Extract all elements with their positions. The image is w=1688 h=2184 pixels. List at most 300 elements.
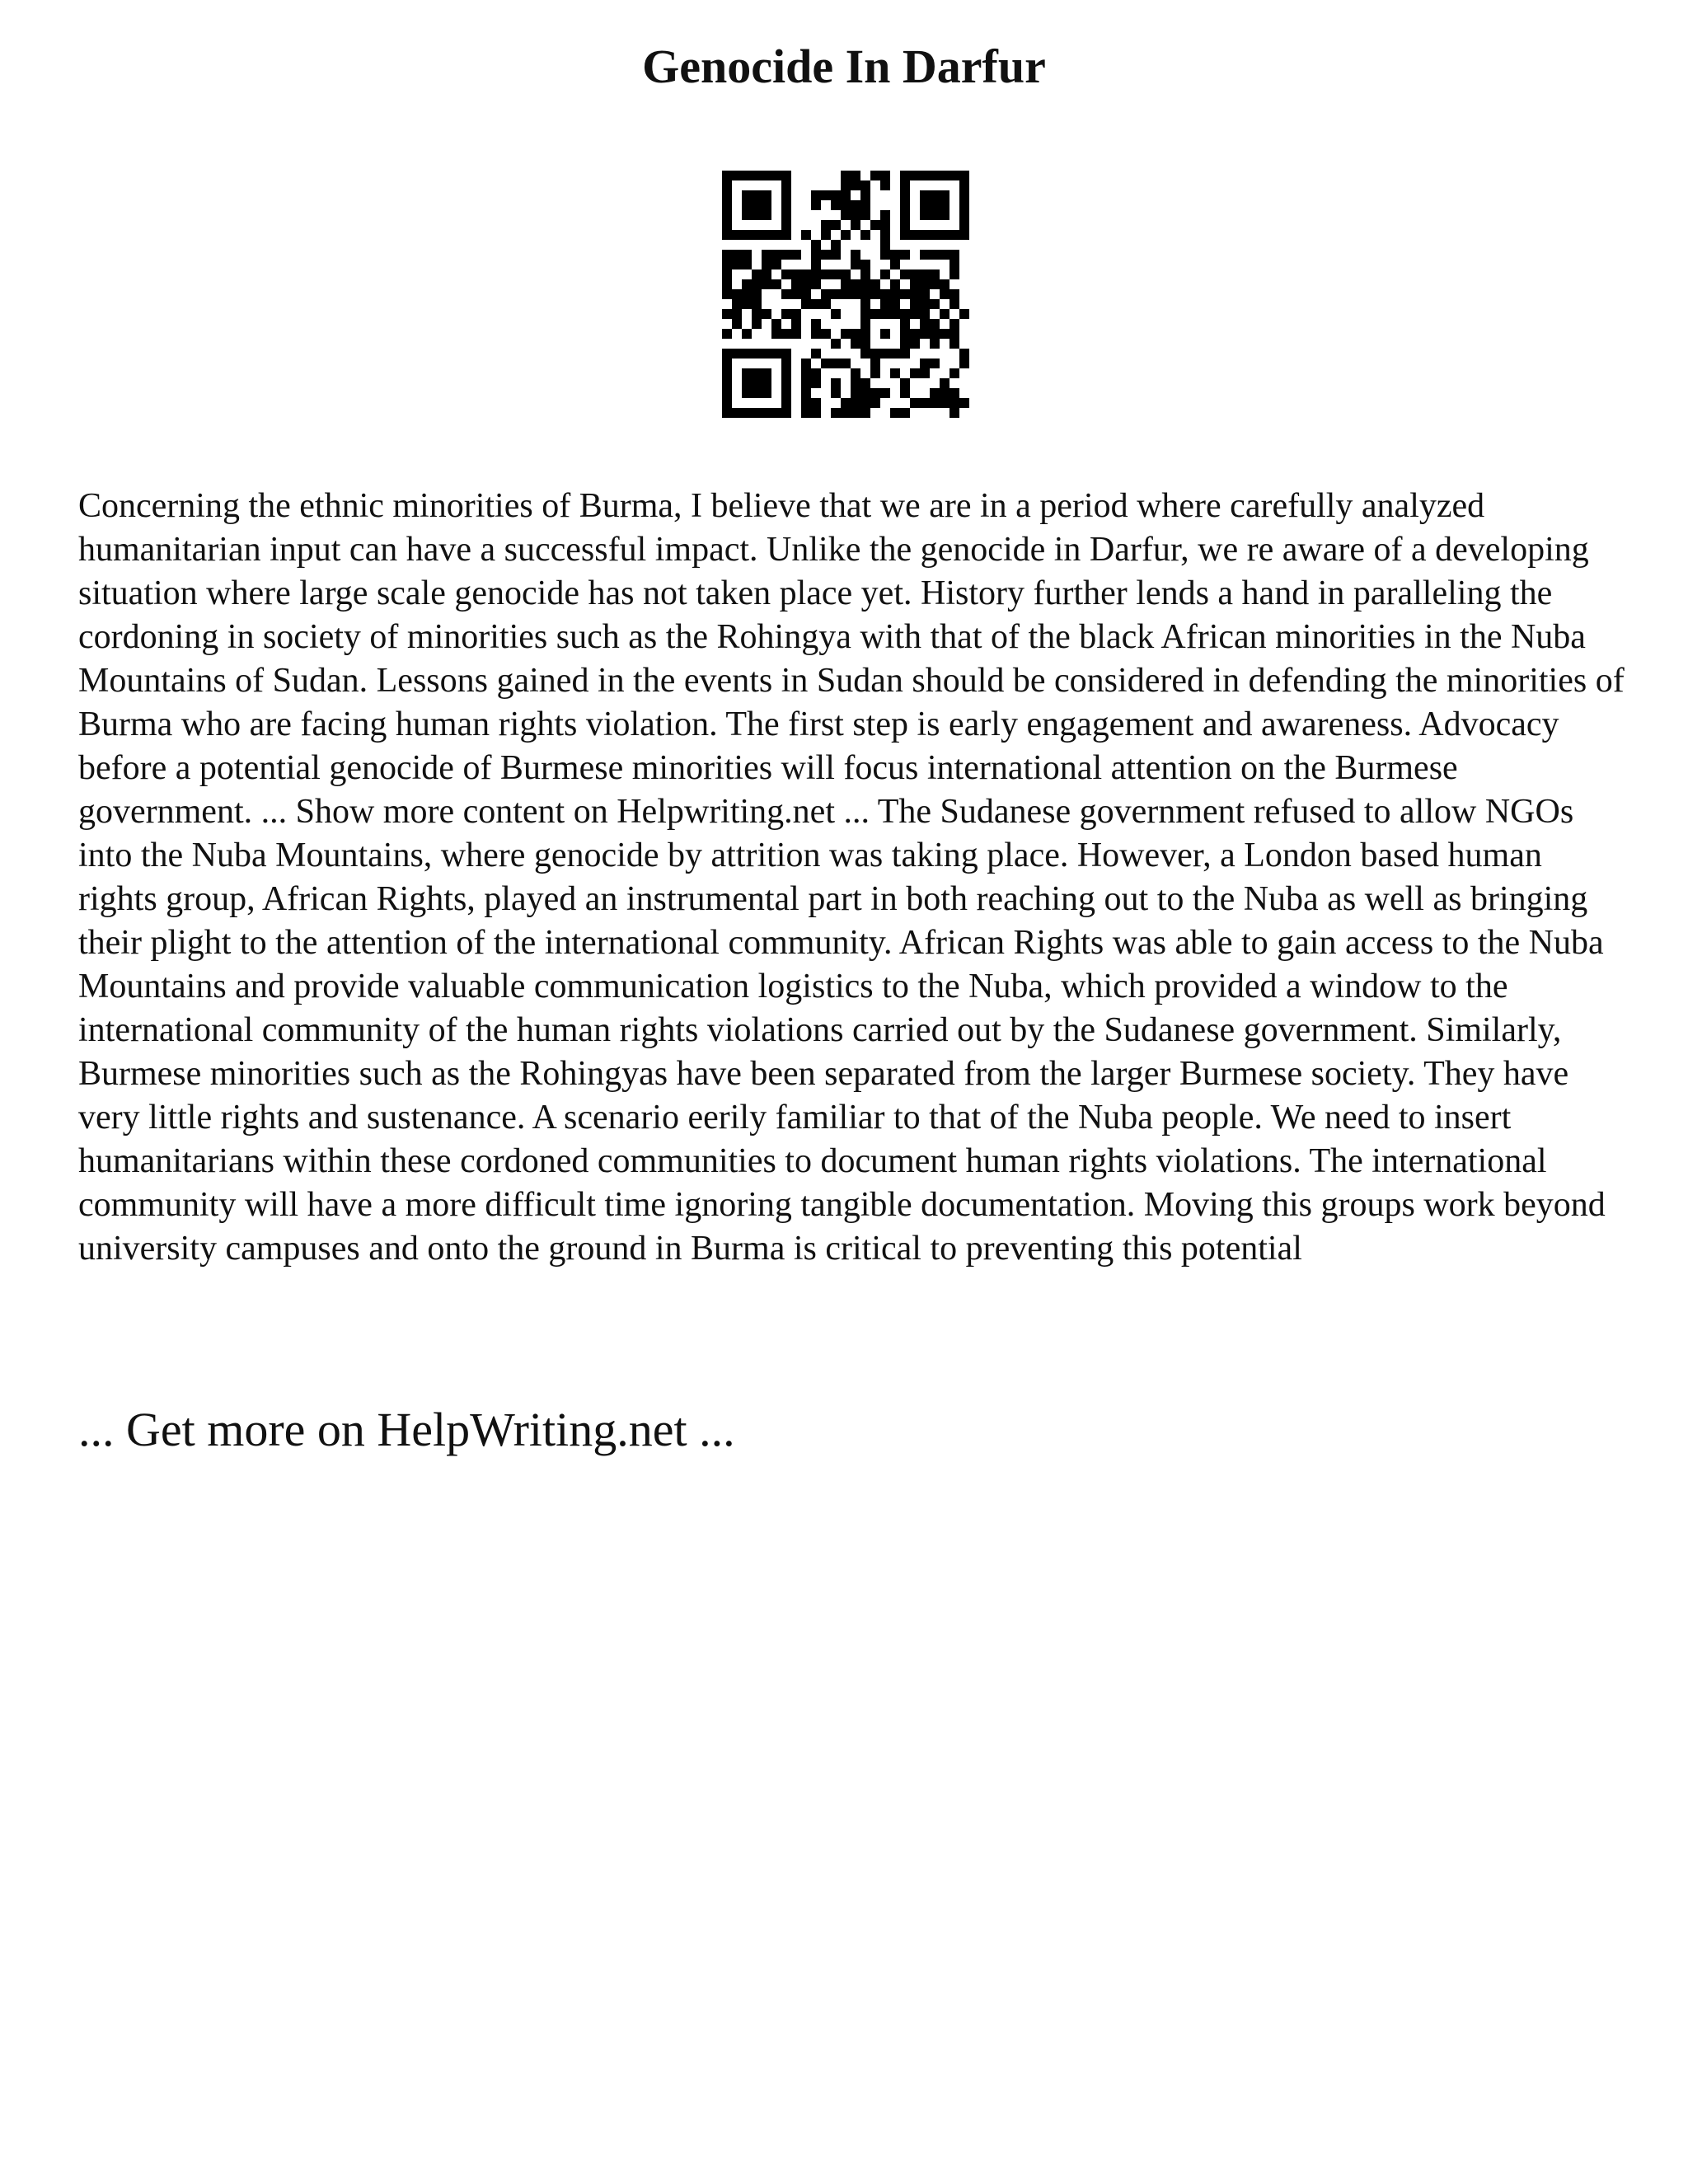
qr-module	[900, 378, 910, 388]
qr-module	[742, 368, 752, 378]
qr-module	[930, 250, 940, 260]
qr-module	[762, 210, 771, 220]
qr-module	[762, 309, 771, 319]
qr-module	[860, 388, 870, 398]
qr-module	[860, 289, 870, 299]
qr-module	[920, 200, 930, 210]
qr-module	[900, 339, 910, 349]
qr-module	[752, 269, 762, 279]
qr-module	[851, 171, 860, 180]
qr-module	[831, 250, 841, 260]
qr-module	[900, 180, 910, 190]
qr-module	[781, 388, 791, 398]
qr-module	[900, 309, 910, 319]
qr-module	[860, 398, 870, 408]
qr-module	[920, 171, 930, 180]
qr-module	[791, 269, 801, 279]
page-title: Genocide In Darfur	[642, 40, 1046, 93]
qr-module	[930, 210, 940, 220]
qr-module	[920, 368, 930, 378]
qr-module	[752, 230, 762, 240]
qr-module	[900, 269, 910, 279]
qr-module	[762, 388, 771, 398]
qr-module	[890, 250, 900, 260]
qr-module	[722, 408, 732, 418]
qr-module	[910, 230, 920, 240]
qr-module	[851, 200, 860, 210]
qr-module	[781, 269, 791, 279]
qr-module	[831, 359, 841, 368]
qr-module	[781, 250, 791, 260]
qr-module	[860, 190, 870, 200]
qr-module	[900, 190, 910, 200]
qr-module	[930, 359, 940, 368]
qr-module	[722, 368, 732, 378]
qr-module	[732, 299, 742, 309]
qr-module	[950, 269, 959, 279]
qr-module	[831, 378, 841, 388]
qr-module	[880, 250, 890, 260]
qr-module	[920, 269, 930, 279]
qr-module	[860, 309, 870, 319]
qr-module	[742, 171, 752, 180]
qr-module	[950, 319, 959, 329]
qr-module	[791, 289, 801, 299]
qr-module	[722, 329, 732, 339]
qr-module	[950, 408, 959, 418]
qr-module	[821, 190, 831, 200]
qr-module	[841, 190, 851, 200]
qr-module	[910, 299, 920, 309]
qr-module	[781, 180, 791, 190]
qr-module	[920, 309, 930, 319]
qr-module	[801, 378, 811, 388]
qr-module	[940, 279, 950, 289]
qr-module	[890, 368, 900, 378]
qr-module	[890, 408, 900, 418]
qr-module	[851, 398, 860, 408]
qr-module	[950, 339, 959, 349]
qr-module	[860, 299, 870, 309]
qr-module	[781, 359, 791, 368]
qr-module	[771, 250, 781, 260]
qr-module	[851, 378, 860, 388]
qr-module	[880, 180, 890, 190]
qr-module	[752, 349, 762, 359]
qr-module	[959, 180, 969, 190]
qr-module	[880, 329, 890, 339]
qr-module	[870, 368, 880, 378]
qr-module	[732, 250, 742, 260]
qr-module	[811, 319, 821, 329]
qr-module	[841, 269, 851, 279]
qr-module	[811, 408, 821, 418]
qr-module	[821, 220, 831, 230]
qr-module	[762, 171, 771, 180]
qr-module	[920, 230, 930, 240]
qr-module	[722, 269, 732, 279]
qr-module	[841, 279, 851, 289]
qr-module	[959, 200, 969, 210]
qr-module	[851, 180, 860, 190]
qr-module	[900, 329, 910, 339]
body-paragraph: Concerning the ethnic minorities of Burma, I believe that we are in a period where carefully analyzed humanitarian input can have a successful impact. Unlike the genocide in Darfur, we re aware of a developing situation where large scale genocide has not taken place yet. History further lends a hand in paralleling the cordoning in society of minorities such as the Rohingya with that of the black African minorities in the Nuba Mountains of Sudan. Lessons gained in the events in Sudan should be considered in defending the minorities of Burma who are facing human rights violation. The first step is early engagement and awareness. Advocacy before a potential genocide of Burmese minorities will focus international attention on the Burmese government. ... Show more content on Helpwriting.net ... The Sudanese government refused to allow NGOs into the Nuba Mountains, where genocide by attrition was taking place. However, a London based human rights group, African Rights, played an instrumental part in both reaching out to the Nuba as well as bringing their plight to the attention of the international community. African Rights was able to gain access to the Nuba Mountains and provide valuable communication logistics to the Nuba, which provided a window to the international community of the human rights violations carried out by the Sudanese government. Similarly, Burmese minorities such as the Rohingyas have been separated from the larger Burmese society. They have very little rights and sustenance. A scenario eerily familiar to that of the Nuba people. We need to insert humanitarians within these cordoned communities to document human rights violations. The international community will have a more difficult time ignoring tangible documentation. Moving this groups work beyond university campuses and onto the ground in Burma is critical to preventing this potential	[78, 487, 1625, 1268]
qr-module	[811, 250, 821, 260]
qr-module	[940, 190, 950, 200]
qr-module	[851, 289, 860, 299]
qr-module	[920, 359, 930, 368]
qr-module	[841, 289, 851, 299]
qr-module	[890, 349, 900, 359]
qr-module	[851, 339, 860, 349]
qr-module	[762, 368, 771, 378]
qr-module	[742, 250, 752, 260]
qr-module	[860, 378, 870, 388]
qr-module	[940, 171, 950, 180]
qr-module	[860, 180, 870, 190]
qr-module	[870, 388, 880, 398]
qr-module	[851, 368, 860, 378]
qr-module	[920, 279, 930, 289]
qr-module	[930, 319, 940, 329]
qr-module	[900, 230, 910, 240]
qr-module	[771, 408, 781, 418]
qr-module	[811, 200, 821, 210]
qr-module	[950, 250, 959, 260]
qr-module	[920, 289, 930, 299]
qr-module	[950, 388, 959, 398]
qr-module	[851, 388, 860, 398]
qr-module	[781, 220, 791, 230]
qr-module	[880, 220, 890, 230]
qr-module	[870, 289, 880, 299]
qr-module	[930, 171, 940, 180]
qr-module	[732, 349, 742, 359]
qr-module	[841, 171, 851, 180]
qr-module	[890, 260, 900, 269]
qr-module	[930, 279, 940, 289]
qr-module	[959, 398, 969, 408]
qr-module	[959, 210, 969, 220]
qr-module	[910, 339, 920, 349]
qr-module	[831, 388, 841, 398]
qr-module	[821, 329, 831, 339]
qr-module	[880, 349, 890, 359]
qr-module	[752, 289, 762, 299]
qr-module	[811, 378, 821, 388]
qr-module	[801, 388, 811, 398]
qr-module	[950, 230, 959, 240]
qr-module	[950, 398, 959, 408]
qr-module	[781, 329, 791, 339]
qr-module	[791, 279, 801, 289]
qr-module	[841, 329, 851, 339]
qr-module	[742, 388, 752, 398]
qr-module	[870, 349, 880, 359]
qr-module	[959, 230, 969, 240]
qr-module	[900, 171, 910, 180]
qr-module	[742, 260, 752, 269]
qr-module	[900, 349, 910, 359]
qr-module	[910, 279, 920, 289]
qr-module	[860, 269, 870, 279]
qr-module	[890, 299, 900, 309]
qr-module	[880, 269, 890, 279]
qr-module	[811, 240, 821, 250]
qr-module	[742, 230, 752, 240]
qr-module	[950, 329, 959, 339]
qr-module	[940, 388, 950, 398]
qr-module	[950, 171, 959, 180]
qr-module	[930, 398, 940, 408]
qr-module	[851, 408, 860, 418]
qr-module	[762, 260, 771, 269]
qr-module	[722, 289, 732, 299]
qr-module	[781, 309, 791, 319]
qr-module	[742, 210, 752, 220]
qr-module	[722, 359, 732, 368]
qr-module	[752, 279, 762, 289]
qr-module	[801, 368, 811, 378]
qr-module	[841, 230, 851, 240]
qr-module	[851, 260, 860, 269]
qr-module	[722, 349, 732, 359]
qr-module	[801, 230, 811, 240]
qr-module	[811, 299, 821, 309]
qr-module	[870, 398, 880, 408]
qr-module	[722, 171, 732, 180]
qr-module	[930, 230, 940, 240]
qr-module	[880, 210, 890, 220]
qr-module	[910, 368, 920, 378]
qr-module	[732, 260, 742, 269]
qr-module	[771, 329, 781, 339]
qr-module	[752, 299, 762, 309]
qr-module	[752, 388, 762, 398]
qr-module	[950, 368, 959, 378]
qr-module	[950, 260, 959, 269]
qr-module	[841, 200, 851, 210]
qr-module	[900, 220, 910, 230]
qr-module	[821, 289, 831, 299]
qr-module	[801, 269, 811, 279]
qr-module	[870, 359, 880, 368]
qr-module	[762, 250, 771, 260]
qr-module	[880, 289, 890, 299]
qr-module	[722, 190, 732, 200]
get-more-link[interactable]: ... Get more on HelpWriting.net ...	[78, 1403, 735, 1456]
qr-module	[722, 200, 732, 210]
qr-module	[752, 171, 762, 180]
qr-module	[900, 289, 910, 299]
qr-module	[742, 289, 752, 299]
qr-module	[722, 279, 732, 289]
qr-module	[762, 269, 771, 279]
qr-module	[781, 378, 791, 388]
qr-module	[762, 230, 771, 240]
qr-module	[791, 329, 801, 339]
qr-module	[841, 398, 851, 408]
qr-module	[762, 279, 771, 289]
qr-module	[930, 339, 940, 349]
qr-module	[831, 269, 841, 279]
qr-module	[890, 309, 900, 319]
qr-module	[900, 319, 910, 329]
qr-module	[900, 408, 910, 418]
qr-module	[762, 190, 771, 200]
qr-module	[930, 269, 940, 279]
qr-module	[940, 250, 950, 260]
qr-module	[781, 200, 791, 210]
qr-module	[722, 250, 732, 260]
qr-module	[742, 408, 752, 418]
qr-module	[752, 200, 762, 210]
qr-module	[880, 240, 890, 250]
qr-module	[831, 200, 841, 210]
qr-module	[762, 200, 771, 210]
qr-module	[880, 388, 890, 398]
qr-module	[860, 260, 870, 269]
qr-module	[801, 289, 811, 299]
qr-module	[920, 210, 930, 220]
qr-module	[752, 190, 762, 200]
qr-module	[752, 319, 762, 329]
qr-module	[860, 210, 870, 220]
qr-module	[890, 279, 900, 289]
qr-module	[920, 250, 930, 260]
qr-module	[811, 190, 821, 200]
qr-module	[860, 349, 870, 359]
qr-module	[742, 190, 752, 200]
qr-module	[959, 309, 969, 319]
qr-module	[831, 309, 841, 319]
qr-module	[722, 378, 732, 388]
qr-module	[722, 398, 732, 408]
qr-module	[811, 329, 821, 339]
qr-module	[762, 378, 771, 388]
qr-code-icon	[722, 171, 969, 418]
qr-module	[821, 230, 831, 240]
qr-module	[722, 388, 732, 398]
qr-module	[742, 329, 752, 339]
qr-module	[860, 339, 870, 349]
qr-module	[880, 230, 890, 240]
qr-module	[771, 349, 781, 359]
qr-module	[801, 359, 811, 368]
qr-module	[771, 319, 781, 329]
qr-module	[811, 349, 821, 359]
qr-module	[811, 279, 821, 289]
qr-module	[851, 329, 860, 339]
qr-module	[762, 408, 771, 418]
qr-module	[752, 368, 762, 378]
qr-module	[880, 299, 890, 309]
qr-module	[811, 368, 821, 378]
qr-module	[940, 230, 950, 240]
qr-module	[742, 378, 752, 388]
qr-module	[940, 289, 950, 299]
qr-module	[771, 260, 781, 269]
qr-module	[959, 349, 969, 359]
qr-module	[900, 388, 910, 398]
qr-module	[910, 329, 920, 339]
qr-module	[841, 210, 851, 220]
qr-module	[860, 408, 870, 418]
qr-module	[870, 279, 880, 289]
qr-module	[870, 171, 880, 180]
qr-module	[791, 250, 801, 260]
qr-module	[791, 309, 801, 319]
qr-module	[801, 408, 811, 418]
qr-module	[781, 289, 791, 299]
qr-module	[811, 269, 821, 279]
qr-module	[851, 250, 860, 260]
qr-module	[940, 210, 950, 220]
qr-module	[831, 408, 841, 418]
qr-module	[831, 240, 841, 250]
qr-module	[722, 230, 732, 240]
qr-module	[771, 230, 781, 240]
qr-module	[950, 299, 959, 309]
qr-module	[880, 309, 890, 319]
qr-module	[841, 408, 851, 418]
qr-module	[831, 190, 841, 200]
qr-module	[959, 359, 969, 368]
qr-module	[910, 289, 920, 299]
qr-module	[781, 171, 791, 180]
qr-module	[781, 398, 791, 408]
qr-module	[752, 378, 762, 388]
qr-module	[722, 180, 732, 190]
qr-module	[910, 269, 920, 279]
qr-module	[811, 260, 821, 269]
qr-module	[930, 388, 940, 398]
qr-module	[860, 279, 870, 289]
qr-module	[940, 378, 950, 388]
qr-module	[920, 299, 930, 309]
qr-module	[732, 289, 742, 299]
qr-module	[742, 349, 752, 359]
qr-module	[930, 190, 940, 200]
qr-module	[910, 171, 920, 180]
qr-module	[781, 368, 791, 378]
qr-module	[841, 359, 851, 368]
qr-module	[900, 210, 910, 220]
qr-module	[742, 279, 752, 289]
qr-module	[752, 408, 762, 418]
qr-module	[851, 210, 860, 220]
qr-module	[950, 289, 959, 299]
qr-module	[870, 220, 880, 230]
qr-module	[732, 408, 742, 418]
qr-module	[781, 210, 791, 220]
qr-module	[940, 329, 950, 339]
qr-module	[841, 180, 851, 190]
qr-module	[722, 210, 732, 220]
qr-module	[920, 190, 930, 200]
qr-module	[811, 398, 821, 408]
qr-module	[900, 200, 910, 210]
qr-module	[801, 398, 811, 408]
qr-module	[890, 289, 900, 299]
qr-module	[781, 230, 791, 240]
qr-module	[930, 200, 940, 210]
qr-module	[900, 250, 910, 260]
qr-module	[722, 220, 732, 230]
qr-module	[920, 329, 930, 339]
qr-module	[732, 230, 742, 240]
qr-module	[771, 279, 781, 289]
